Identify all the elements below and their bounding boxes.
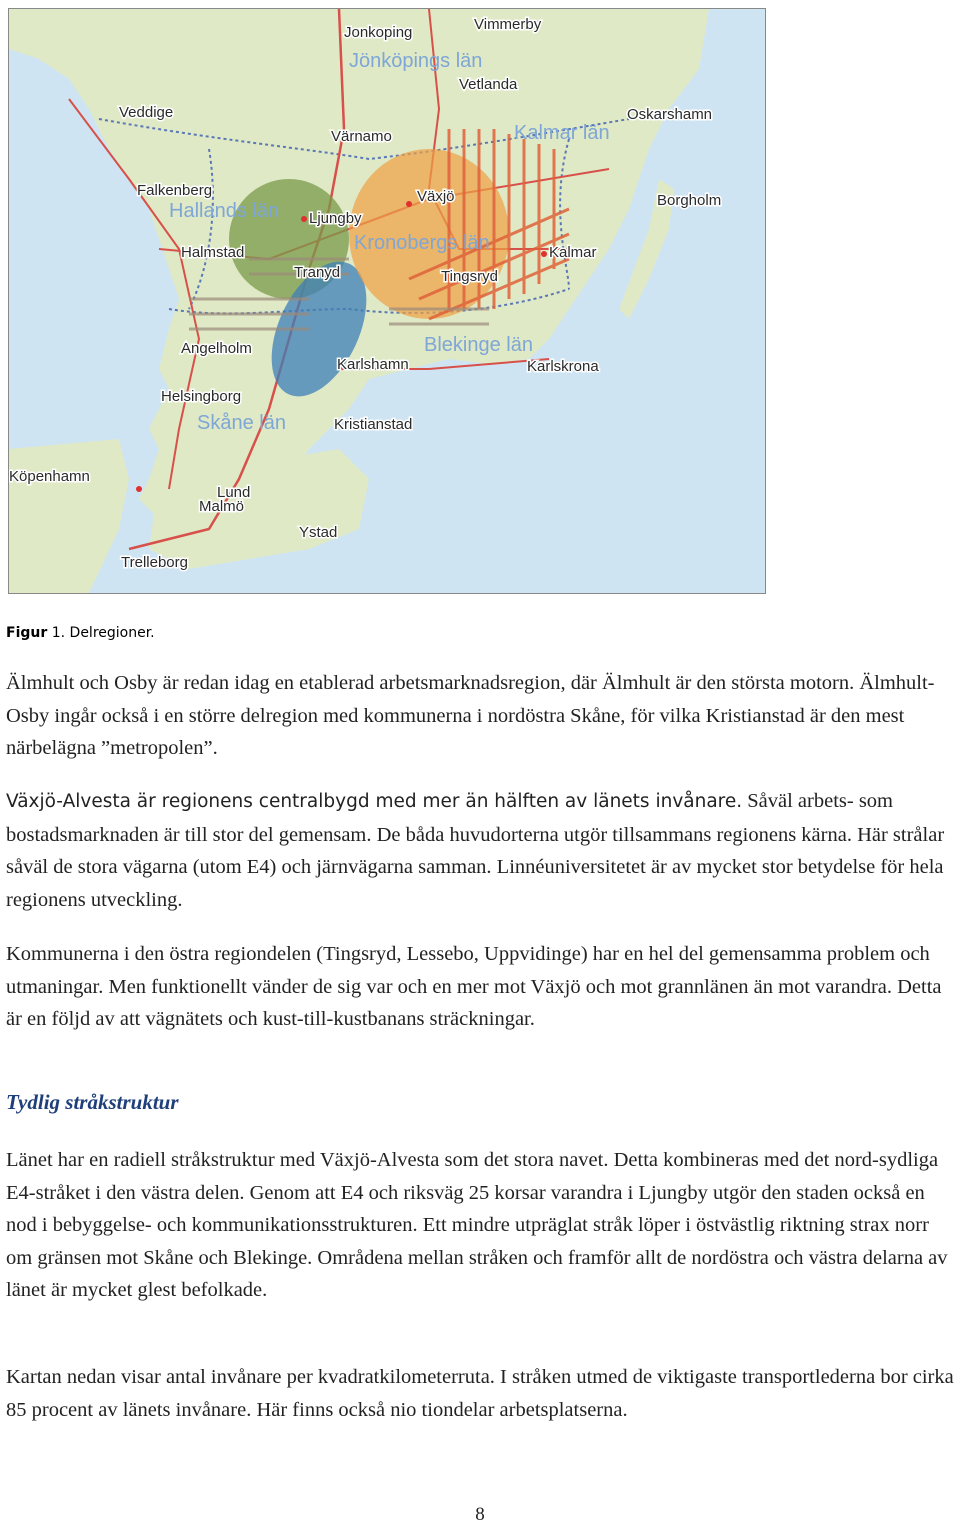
map-city-label: Jonkoping xyxy=(344,24,413,41)
map-city-label: Vetlanda xyxy=(459,76,518,93)
map-city-label: Halmstad xyxy=(181,244,245,261)
map-city-label: Ystad xyxy=(299,524,338,541)
paragraph: Kommunerna i den östra regiondelen (Tingsryd, Lessebo, Uppvidinge) har en hel del gemensamma problem och utmaningar. Men funktionellt vänder de sig var och en mer mot Växjö och mot grannlänen än mot varandra. Detta är en följd av att vägnätets och kust-till-kustbanans sträckningar. xyxy=(6,943,942,1030)
map-city-label: Värnamo xyxy=(331,128,392,145)
map-city-label: Helsingborg xyxy=(161,388,242,405)
region-map xyxy=(8,8,766,594)
map-lan-label: Kalmar län xyxy=(514,122,610,144)
map-city-label: Angelholm xyxy=(181,340,252,357)
map-city-label: Borgholm xyxy=(657,192,722,209)
figure-label: Figur xyxy=(6,625,48,641)
figure-number: 1 xyxy=(51,625,61,641)
map-city-label: Ljungby xyxy=(309,210,362,227)
paragraph: Länet har en radiell stråkstruktur med Växjö-Alvesta som det stora navet. Detta kombineras med det nord-sydliga E4-stråket i den västra delen. Genom att E4 och riksväg 25 korsar varandra i Ljungby utgör den staden också en nod i bebyggelse- och kommunikationsstrukturen. Ett mindre utpräglat stråk löper i östvästlig riktning strax norr om gränsen mot Skåne och Blekinge. Områdena mellan stråken och framför allt de nordöstra och västra delarna av länet är mycket glest befolkade. xyxy=(6,1149,948,1301)
map-city-label: Oskarshamn xyxy=(627,106,713,123)
paragraph-serif-part: Såväl arbets- som bostadsmarknaden är till stor del gemensam. De båda huvudorterna utgör tillsammans regionens kärna. Här strålar såväl de stora vägarna (utom E4) och järnvägarna samman. Linnéuniversitetet är av mycket stor betydelse för hela regionens utveckling. xyxy=(6,790,945,911)
map-city-label: Tingsryd xyxy=(441,268,498,285)
map-lan-label: Hallands län xyxy=(169,200,280,222)
map-city-label: Lund xyxy=(217,484,251,501)
map-city-label: Karlskrona xyxy=(527,358,599,375)
map-city-label: Karlshamn xyxy=(337,356,409,373)
map-lan-label: Kronobergs län xyxy=(354,232,490,254)
map-city-label: Växjö xyxy=(417,188,455,205)
figure-caption xyxy=(6,625,155,641)
map-city-label: Veddige xyxy=(119,104,174,121)
page-number: 8 xyxy=(475,1504,485,1525)
map-lan-label: Skåne län xyxy=(197,412,286,434)
map-city-label: Kristianstad xyxy=(334,416,413,433)
map-lan-label: Blekinge län xyxy=(424,334,533,356)
section-heading: Tydlig stråkstruktur xyxy=(6,1090,179,1114)
map-city-label: Tranyd xyxy=(294,264,341,281)
paragraph: Älmhult och Osby är redan idag en etablerad arbetsmarknadsregion, där Älmhult är den största motorn. Älmhult-Osby ingår också i en större delregion med kommunerna i nordöstra Skåne, för vilka Kristianstad är den mest närbelägna ”metropolen”. xyxy=(6,672,935,759)
region-map-graphic xyxy=(9,9,765,593)
map-city-label: Vimmerby xyxy=(474,16,542,33)
map-lan-label: Jönköpings län xyxy=(349,50,483,72)
map-city-label: Trelleborg xyxy=(121,554,188,571)
map-city-label: Kalmar xyxy=(549,244,597,261)
paragraph-sans-part: Växjö-Alvesta är regionens centralbygd med mer än hälften av länets invånare. xyxy=(6,791,743,812)
paragraph: Kartan nedan visar antal invånare per kvadratkilometerruta. I stråken utmed de viktigaste transportlederna bor cirka 85 procent av länets invånare. Här finns också nio tiondelar arbetsplatserna. xyxy=(6,1366,954,1421)
map-city-label: Falkenberg xyxy=(137,182,213,199)
map-city-label: Köpenhamn xyxy=(9,468,90,485)
paragraph xyxy=(6,785,956,916)
map-city-label: Malmö xyxy=(199,498,245,515)
figure-caption-text: . Delregioner. xyxy=(60,625,155,641)
